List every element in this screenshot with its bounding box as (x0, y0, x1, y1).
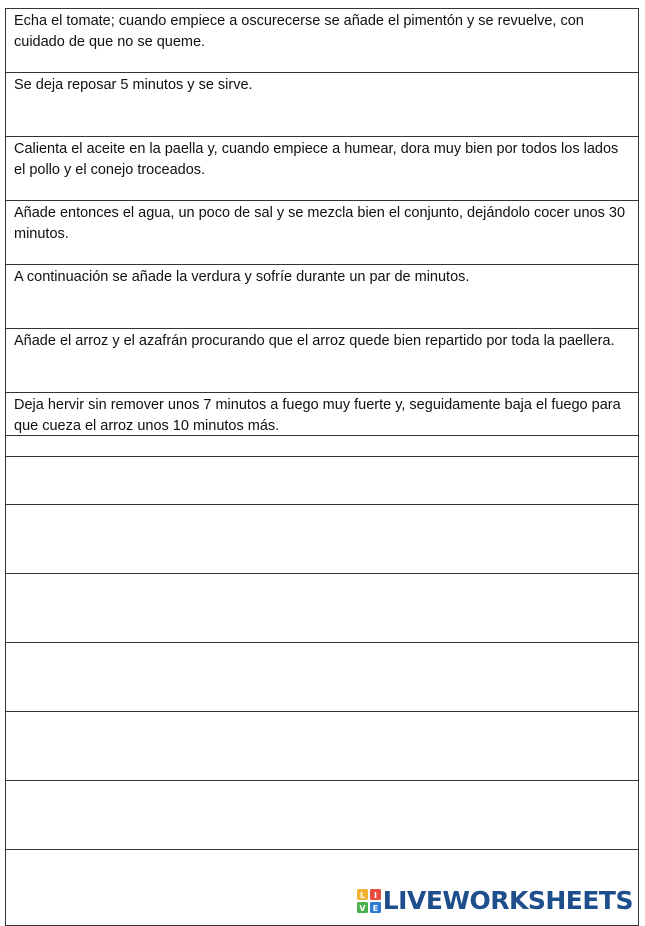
answer-drop-zone[interactable] (6, 436, 639, 505)
step-text: Añade el arroz y el azafrán procurando que el arroz quede bien repartido por toda la paellera. (6, 329, 639, 393)
answer-row (6, 781, 639, 850)
answer-row (6, 436, 639, 505)
answer-row (6, 643, 639, 712)
step-text: Calienta el aceite en la paella y, cuando empiece a humear, dora muy bien por todos los lados el pollo y el conejo troceados. (6, 137, 639, 201)
answer-drop-zone[interactable] (6, 781, 639, 850)
step-text: Echa el tomate; cuando empiece a oscurecerse se añade el pimentón y se revuelve, con cuidado de que no se queme. (6, 9, 639, 73)
step-text: Añade entonces el agua, un poco de sal y se mezcla bien el conjunto, dejándolo cocer unos 30 minutos. (6, 201, 639, 265)
step-row (6, 73, 639, 137)
answer-drop-zone[interactable] (6, 574, 639, 643)
step-row (6, 137, 639, 201)
answer-drop-zone[interactable] (6, 505, 639, 574)
step-row (6, 9, 639, 73)
step-text: Deja hervir sin remover unos 7 minutos a fuego muy fuerte y, seguidamente baja el fuego para que cueza el arroz unos 10 minutos más. (6, 393, 639, 457)
liveworksheets-logo-icon (357, 889, 381, 913)
answer-row (6, 712, 639, 781)
svg-text:I: I (373, 891, 377, 900)
step-text: A continuación se añade la verdura y sofríe durante un par de minutos. (6, 265, 639, 329)
answer-row (6, 574, 639, 643)
step-row (6, 201, 639, 265)
liveworksheets-brand (355, 888, 633, 914)
svg-text:E: E (372, 904, 378, 913)
answer-row (6, 505, 639, 574)
step-text: Se deja reposar 5 minutos y se sirve. (6, 73, 639, 137)
step-row (6, 329, 639, 393)
svg-text:L: L (359, 891, 365, 900)
answer-table (5, 435, 639, 926)
svg-text:V: V (359, 904, 366, 913)
step-row (6, 265, 639, 329)
answer-drop-zone[interactable] (6, 643, 639, 712)
steps-table (5, 8, 639, 457)
liveworksheets-wordmark: LIVEWORKSHEETS (382, 886, 633, 915)
answer-drop-zone[interactable] (6, 712, 639, 781)
